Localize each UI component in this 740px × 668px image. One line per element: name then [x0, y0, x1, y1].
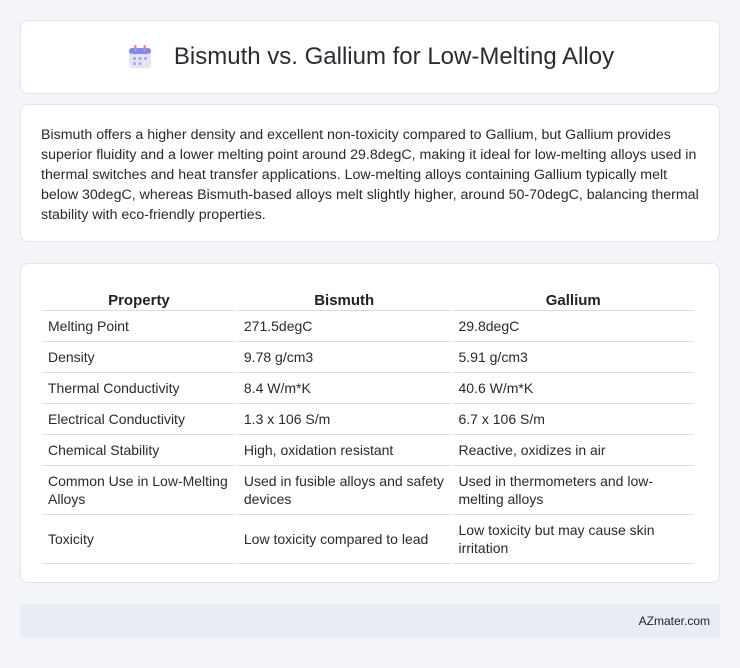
- cell-gallium: 40.6 W/m*K: [453, 373, 695, 404]
- cell-bismuth: 8.4 W/m*K: [238, 373, 451, 404]
- summary-text: Bismuth offers a higher density and excellent non-toxicity compared to Gallium, but Gallium provides superior fluidity and a lower melting point around 29.8degC, making it ideal for low-melting alloys used in thermal switches and heat transfer applications. Low-melting alloys containing Gallium typically melt below 30degC, whereas Bismuth-based alloys melt slightly higher, around 50-70degC, balancing thermal stability with eco-friendly properties.: [41, 127, 699, 223]
- table-row: [42, 342, 694, 373]
- cell-property: Electrical Conductivity: [42, 404, 236, 435]
- cell-gallium: Reactive, oxidizes in air: [453, 435, 695, 466]
- footer: [20, 604, 720, 637]
- cell-bismuth: Used in fusible alloys and safety devices: [238, 466, 451, 515]
- cell-property: Chemical Stability: [42, 435, 236, 466]
- calendar-icon: [126, 43, 154, 71]
- cell-property: Melting Point: [42, 311, 236, 342]
- comparison-table: [40, 284, 696, 564]
- cell-bismuth: Low toxicity compared to lead: [238, 515, 451, 564]
- title-card: [20, 20, 720, 94]
- header-bismuth: Bismuth: [238, 284, 451, 311]
- footer-brand: AZmater.com: [638, 613, 710, 628]
- cell-gallium: 6.7 x 106 S/m: [453, 404, 695, 435]
- cell-bismuth: 9.78 g/cm3: [238, 342, 451, 373]
- cell-property: Thermal Conductivity: [42, 373, 236, 404]
- header-gallium: Gallium: [453, 284, 695, 311]
- cell-bismuth: 1.3 x 106 S/m: [238, 404, 451, 435]
- table-card: [20, 263, 720, 583]
- page-title: Bismuth vs. Gallium for Low-Melting Alloy: [173, 43, 615, 70]
- table-header-row: [42, 284, 694, 311]
- summary-card: [20, 104, 720, 242]
- table-row: [42, 404, 694, 435]
- table-row: [42, 466, 694, 515]
- cell-bismuth: High, oxidation resistant: [238, 435, 451, 466]
- cell-gallium: Low toxicity but may cause skin irritation: [453, 515, 695, 564]
- cell-gallium: Used in thermometers and low-melting alloys: [453, 466, 695, 515]
- table-row: [42, 435, 694, 466]
- cell-gallium: 29.8degC: [453, 311, 695, 342]
- table-row: [42, 311, 694, 342]
- cell-property: Toxicity: [42, 515, 236, 564]
- table-row: [42, 373, 694, 404]
- cell-bismuth: 271.5degC: [238, 311, 451, 342]
- cell-gallium: 5.91 g/cm3: [453, 342, 695, 373]
- table-row: [42, 515, 694, 564]
- cell-property: Density: [42, 342, 236, 373]
- cell-property: Common Use in Low-Melting Alloys: [42, 466, 236, 515]
- header-property: Property: [42, 284, 236, 311]
